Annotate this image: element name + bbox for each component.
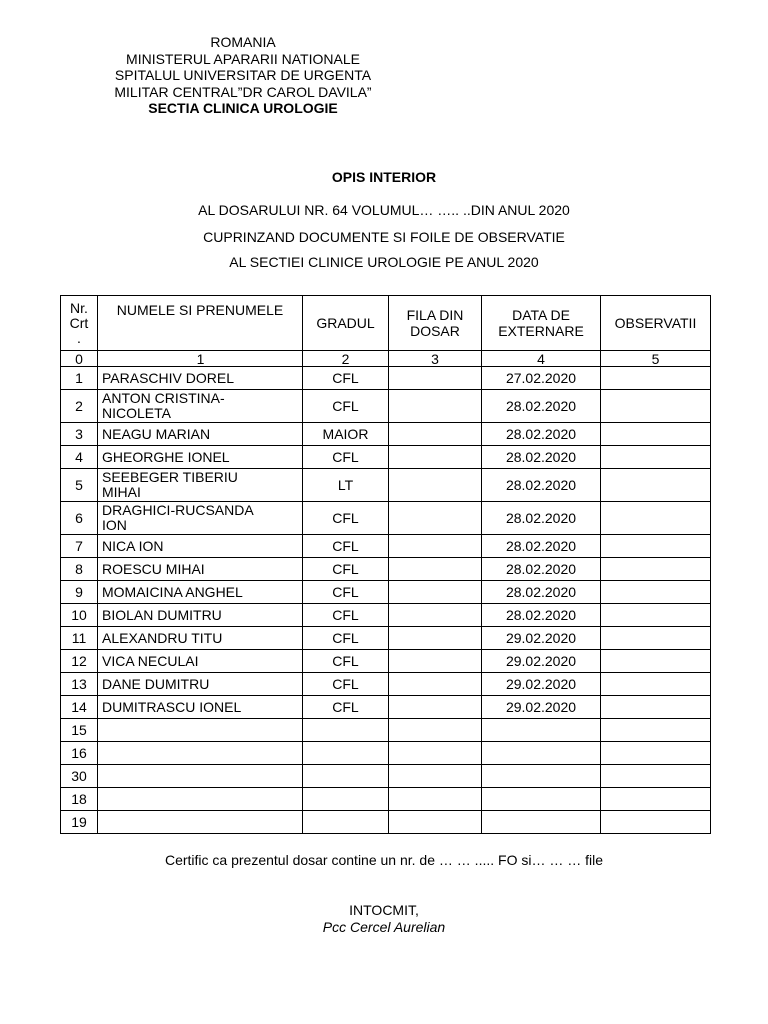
header-nr-text: Nr. Crt . [69, 299, 89, 346]
discharge-date-cell [482, 788, 601, 811]
patient-name-cell: ANTON CRISTINA- NICOLETA [98, 390, 303, 423]
header-nr [61, 296, 98, 351]
patient-name-cell [98, 765, 303, 788]
file-page-cell [389, 446, 482, 469]
observations-cell [601, 719, 711, 742]
discharge-date-cell: 28.02.2020 [482, 535, 601, 558]
header-grad [303, 296, 389, 351]
opis-table [60, 295, 711, 834]
discharge-date-cell: 29.02.2020 [482, 696, 601, 719]
document-title: OPIS INTERIOR [331, 169, 437, 185]
header-fila [389, 296, 482, 351]
observations-cell [601, 604, 711, 627]
row-number-cell: 1 [61, 367, 98, 390]
header-name [98, 296, 303, 351]
file-page-cell [389, 696, 482, 719]
patient-name-cell: ROESCU MIHAI [98, 558, 303, 581]
table-row [61, 788, 711, 811]
rank-cell: CFL [303, 673, 389, 696]
index-cell: 5 [601, 351, 711, 367]
rank-cell: CFL [303, 367, 389, 390]
table-row [61, 719, 711, 742]
institution-header [0, 34, 486, 117]
index-cell: 2 [303, 351, 389, 367]
rank-cell: MAIOR [303, 423, 389, 446]
observations-cell [601, 423, 711, 446]
discharge-date-cell: 28.02.2020 [482, 446, 601, 469]
row-number-cell: 15 [61, 719, 98, 742]
rank-cell: CFL [303, 535, 389, 558]
observations-cell [601, 390, 711, 423]
header-country: ROMANIA [210, 34, 276, 50]
patient-name-cell [98, 788, 303, 811]
discharge-date-cell [482, 719, 601, 742]
index-cell: 0 [61, 351, 98, 367]
row-number-cell: 4 [61, 446, 98, 469]
table-row [61, 446, 711, 469]
index-cell: 3 [389, 351, 482, 367]
row-number-cell: 13 [61, 673, 98, 696]
header-hospital: SPITALUL UNIVERSITAR DE URGENTA [114, 67, 372, 83]
table-row [61, 423, 711, 446]
discharge-date-cell [482, 811, 601, 834]
rank-cell [303, 811, 389, 834]
table-row [61, 765, 711, 788]
table-row [61, 650, 711, 673]
rank-cell: CFL [303, 390, 389, 423]
observations-cell [601, 650, 711, 673]
discharge-date-cell: 29.02.2020 [482, 650, 601, 673]
row-number-cell: 10 [61, 604, 98, 627]
patient-name-cell: NICA ION [98, 535, 303, 558]
discharge-date-cell: 28.02.2020 [482, 502, 601, 535]
patient-name-cell: VICA NECULAI [98, 650, 303, 673]
row-number-cell: 11 [61, 627, 98, 650]
patient-name-cell: PARASCHIV DOREL [98, 367, 303, 390]
patient-name-cell: DUMITRASCU IONEL [98, 696, 303, 719]
observations-cell [601, 627, 711, 650]
file-page-cell [389, 673, 482, 696]
rank-cell [303, 788, 389, 811]
rank-cell: LT [303, 469, 389, 502]
table-row [61, 604, 711, 627]
header-fila-text: FILA DIN DOSAR [406, 307, 464, 339]
patient-name-cell: ALEXANDRU TITU [98, 627, 303, 650]
file-page-cell [389, 811, 482, 834]
patient-name-cell: GHEORGHE IONEL [98, 446, 303, 469]
subtitle-section: AL SECTIEI CLINICE UROLOGIE PE ANUL 2020 [229, 254, 539, 270]
rank-cell: CFL [303, 581, 389, 604]
observations-cell [601, 558, 711, 581]
patient-name-cell: MOMAICINA ANGHEL [98, 581, 303, 604]
row-number-cell: 16 [61, 742, 98, 765]
observations-cell [601, 765, 711, 788]
file-page-cell [389, 742, 482, 765]
observations-cell [601, 367, 711, 390]
discharge-date-cell: 29.02.2020 [482, 673, 601, 696]
header-section: SECTIA CLINICA UROLOGIE [148, 100, 338, 116]
row-number-cell: 8 [61, 558, 98, 581]
file-page-cell [389, 581, 482, 604]
row-number-cell: 3 [61, 423, 98, 446]
header-name-text: NUMELE SI PRENUMELE [116, 302, 284, 318]
table-row [61, 696, 711, 719]
patient-name-cell [98, 742, 303, 765]
row-number-cell: 12 [61, 650, 98, 673]
table-row [61, 469, 711, 502]
table-row [61, 811, 711, 834]
file-page-cell [389, 390, 482, 423]
discharge-date-cell: 29.02.2020 [482, 627, 601, 650]
rank-cell [303, 719, 389, 742]
observations-cell [601, 788, 711, 811]
observations-cell [601, 469, 711, 502]
header-data-text: DATA DE EXTERNARE [498, 307, 584, 339]
rank-cell: CFL [303, 502, 389, 535]
row-number-cell: 9 [61, 581, 98, 604]
table-header-row [61, 296, 711, 351]
patient-name-cell: SEEBEGER TIBERIU MIHAI [98, 469, 303, 502]
discharge-date-cell [482, 765, 601, 788]
file-page-cell [389, 650, 482, 673]
file-page-cell [389, 788, 482, 811]
index-cell: 1 [98, 351, 303, 367]
table-row [61, 390, 711, 423]
table-row [61, 502, 711, 535]
observations-cell [601, 742, 711, 765]
header-data [482, 296, 601, 351]
discharge-date-cell: 28.02.2020 [482, 469, 601, 502]
row-number-cell: 14 [61, 696, 98, 719]
discharge-date-cell: 27.02.2020 [482, 367, 601, 390]
file-page-cell [389, 719, 482, 742]
header-grad-text: GRADUL [316, 315, 375, 331]
row-number-cell: 5 [61, 469, 98, 502]
rank-cell: CFL [303, 696, 389, 719]
row-number-cell: 6 [61, 502, 98, 535]
certification-line: Certific ca prezentul dosar contine un nr. de … … ..... FO si… … … file [164, 852, 604, 868]
file-page-cell [389, 469, 482, 502]
file-page-cell [389, 604, 482, 627]
signer-name: Pcc Cercel Aurelian [322, 919, 446, 935]
signature-block [0, 902, 768, 936]
row-number-cell: 2 [61, 390, 98, 423]
prepared-by-label: INTOCMIT, [349, 902, 419, 918]
file-page-cell [389, 535, 482, 558]
table-row [61, 367, 711, 390]
discharge-date-cell: 28.02.2020 [482, 558, 601, 581]
file-page-cell [389, 423, 482, 446]
table-row [61, 558, 711, 581]
patient-name-cell: BIOLAN DUMITRU [98, 604, 303, 627]
row-number-cell: 19 [61, 811, 98, 834]
file-page-cell [389, 367, 482, 390]
header-ministry: MINISTERUL APARARII NATIONALE [126, 50, 360, 67]
header-hospital-name: MILITAR CENTRAL”DR CAROL DAVILA” [114, 83, 372, 100]
patient-name-cell [98, 719, 303, 742]
observations-cell [601, 446, 711, 469]
rank-cell: CFL [303, 558, 389, 581]
rank-cell: CFL [303, 650, 389, 673]
patient-name-cell [98, 811, 303, 834]
index-cell: 4 [482, 351, 601, 367]
table-row [61, 627, 711, 650]
header-obs [601, 296, 711, 351]
file-page-cell [389, 627, 482, 650]
observations-cell [601, 581, 711, 604]
table-row [61, 742, 711, 765]
rank-cell: CFL [303, 446, 389, 469]
table-row [61, 581, 711, 604]
rank-cell [303, 765, 389, 788]
patient-name-cell: DANE DUMITRU [98, 673, 303, 696]
subtitle-dosar: AL DOSARULUI NR. 64 VOLUMUL… ….. ..DIN ANUL 2020 [198, 202, 570, 218]
rank-cell [303, 742, 389, 765]
discharge-date-cell: 28.02.2020 [482, 604, 601, 627]
row-number-cell: 30 [61, 765, 98, 788]
column-index-row [61, 351, 711, 367]
observations-cell [601, 535, 711, 558]
discharge-date-cell: 28.02.2020 [482, 390, 601, 423]
rank-cell: CFL [303, 627, 389, 650]
table-row [61, 535, 711, 558]
discharge-date-cell [482, 742, 601, 765]
subtitle-content: CUPRINZAND DOCUMENTE SI FOILE DE OBSERVATIE [203, 229, 565, 245]
file-page-cell [389, 765, 482, 788]
header-obs-text: OBSERVATII [614, 315, 697, 331]
file-page-cell [389, 558, 482, 581]
patient-name-cell: NEAGU MARIAN [98, 423, 303, 446]
file-page-cell [389, 502, 482, 535]
observations-cell [601, 696, 711, 719]
row-number-cell: 18 [61, 788, 98, 811]
observations-cell [601, 502, 711, 535]
discharge-date-cell: 28.02.2020 [482, 423, 601, 446]
table-body [61, 351, 711, 834]
observations-cell [601, 673, 711, 696]
observations-cell [601, 811, 711, 834]
table-row [61, 673, 711, 696]
discharge-date-cell: 28.02.2020 [482, 581, 601, 604]
patient-name-cell: DRAGHICI-RUCSANDA ION [98, 502, 303, 535]
row-number-cell: 7 [61, 535, 98, 558]
rank-cell: CFL [303, 604, 389, 627]
